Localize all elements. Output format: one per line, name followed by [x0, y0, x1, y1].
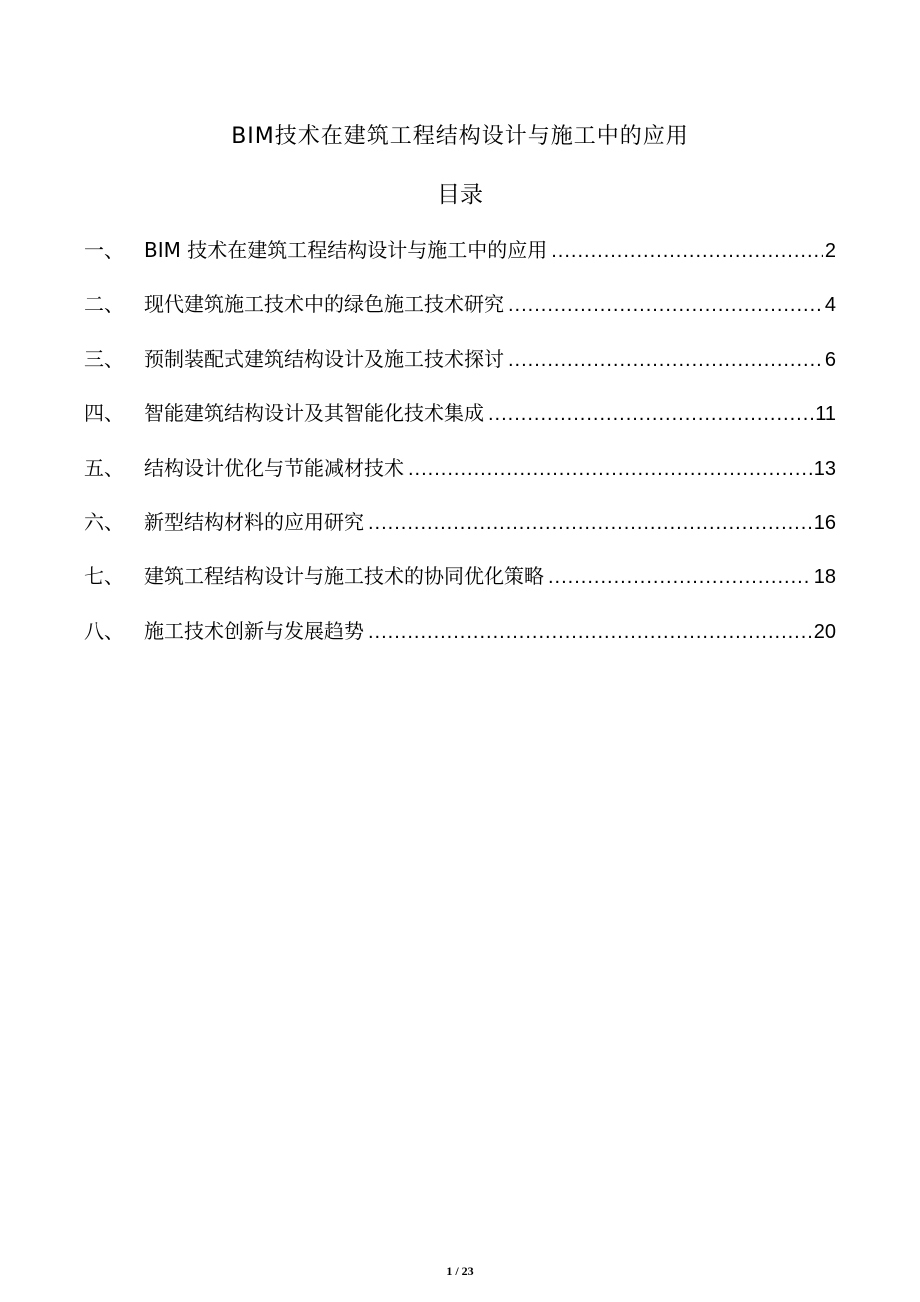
toc-entry-title[interactable]: 新型结构材料的应用研究 — [144, 509, 364, 534]
toc-entry[interactable] — [84, 504, 836, 558]
toc-entry-page[interactable]: 20 — [813, 620, 836, 643]
toc-dot-leader — [368, 614, 812, 650]
toc-entry-title[interactable]: 施工技术创新与发展趋势 — [144, 618, 364, 643]
toc-entry-number: 二、 — [84, 292, 124, 317]
toc-entry[interactable] — [84, 232, 836, 286]
toc-dot-leader — [548, 559, 812, 595]
toc-entry[interactable] — [84, 558, 836, 612]
toc-dot-leader — [408, 451, 812, 487]
toc-entry-title[interactable]: BIM 技术在建筑工程结构设计与施工中的应用 — [144, 238, 548, 262]
page-number-footer: 1 / 23 — [446, 1264, 474, 1278]
table-of-contents — [84, 232, 836, 667]
toc-entry-title[interactable]: 结构设计优化与节能减材技术 — [144, 455, 404, 480]
document-title: BIM技术在建筑工程结构设计与施工中的应用 — [231, 124, 689, 149]
toc-entry-page[interactable]: 16 — [813, 511, 836, 534]
toc-entry[interactable] — [84, 395, 836, 449]
toc-dot-leader — [368, 505, 812, 541]
toc-entry-page[interactable]: 18 — [813, 566, 836, 589]
toc-entry-number: 七、 — [84, 564, 124, 589]
toc-dot-leader — [488, 396, 813, 432]
toc-entry[interactable] — [84, 286, 836, 340]
toc-entry-number: 八、 — [84, 618, 124, 643]
toc-entry-title[interactable]: 智能建筑结构设计及其智能化技术集成 — [144, 401, 484, 426]
toc-entry-page[interactable]: 4 — [824, 294, 836, 317]
toc-entry-page[interactable]: 13 — [813, 457, 836, 480]
toc-entry-page[interactable]: 11 — [815, 403, 836, 426]
toc-entry-number: 四、 — [84, 401, 124, 426]
toc-entry[interactable] — [84, 450, 836, 504]
toc-entry-number: 六、 — [84, 509, 124, 534]
toc-entry-page[interactable]: 2 — [824, 240, 836, 262]
toc-entry[interactable] — [84, 613, 836, 667]
toc-entry-page[interactable]: 6 — [824, 348, 836, 371]
toc-dot-leader — [508, 342, 823, 378]
toc-entry-title[interactable]: 建筑工程结构设计与施工技术的协同优化策略 — [144, 564, 544, 589]
toc-heading: 目录 — [437, 182, 483, 208]
toc-entry[interactable] — [84, 341, 836, 395]
toc-dot-leader — [508, 287, 823, 323]
toc-dot-leader — [551, 233, 823, 269]
toc-entry-number: 五、 — [84, 455, 124, 480]
toc-entry-number: 一、 — [84, 238, 124, 262]
toc-entry-number: 三、 — [84, 346, 124, 371]
toc-entry-title[interactable]: 预制装配式建筑结构设计及施工技术探讨 — [144, 346, 504, 371]
toc-entry-title[interactable]: 现代建筑施工技术中的绿色施工技术研究 — [144, 292, 504, 317]
